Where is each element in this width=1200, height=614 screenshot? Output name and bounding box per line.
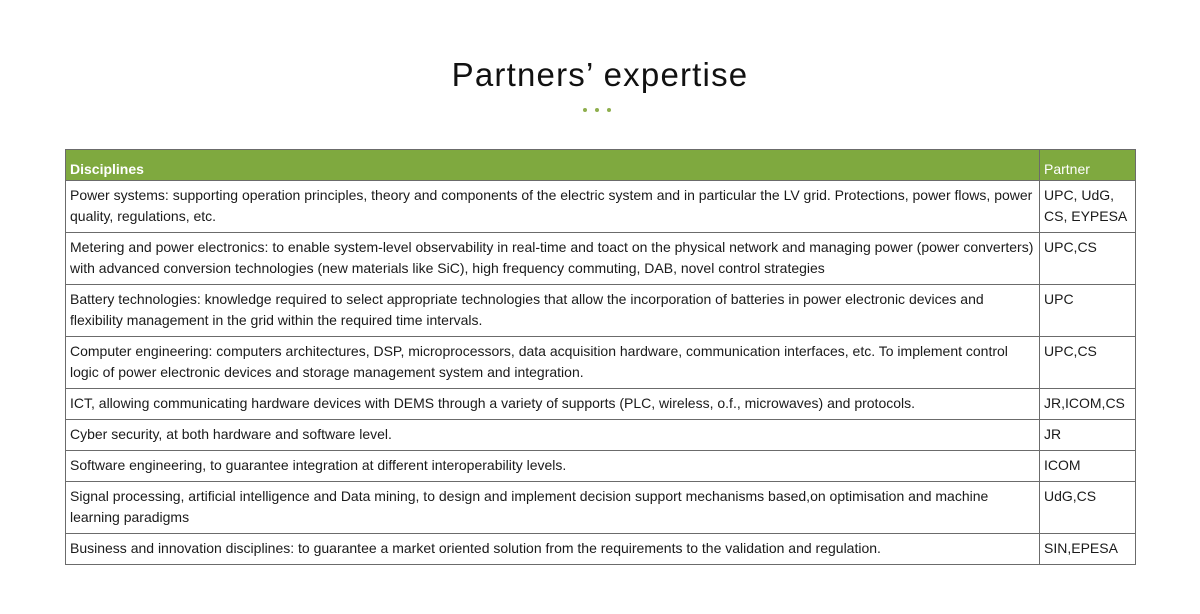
table-row xyxy=(66,285,1136,337)
discipline-cell: Power systems: supporting operation principles, theory and components of the electric system and in particular the LV grid. Protections, power flows, power quality, regulations, etc. xyxy=(66,181,1040,233)
discipline-cell: Battery technologies: knowledge required to select appropriate technologies that allow the incorporation of batteries in power electronic devices and flexibility management in the grid within the required time intervals. xyxy=(66,285,1040,337)
discipline-cell: Signal processing, artificial intelligence and Data mining, to design and implement decision support mechanisms based,on optimisation and machine learning paradigms xyxy=(66,482,1040,534)
header-partner: Partner xyxy=(1040,150,1136,181)
decoration-dot xyxy=(607,108,611,112)
partner-cell: UPC,CS xyxy=(1040,337,1136,389)
partner-cell: UPC xyxy=(1040,285,1136,337)
partner-cell: UPC, UdG, CS, EYPESA xyxy=(1040,181,1136,233)
table-row xyxy=(66,482,1136,534)
page-title: Partners’ expertise xyxy=(451,56,749,93)
discipline-cell: ICT, allowing communicating hardware devices with DEMS through a variety of supports (PLC, wireless, o.f., microwaves) and protocols. xyxy=(66,389,1040,420)
decoration-dot xyxy=(595,108,599,112)
expertise-table xyxy=(65,149,1136,565)
table-row xyxy=(66,420,1136,451)
partner-cell: ICOM xyxy=(1040,451,1136,482)
title-decoration-dots xyxy=(583,108,611,112)
discipline-cell: Software engineering, to guarantee integration at different interoperability levels. xyxy=(66,451,1040,482)
partner-cell: UdG,CS xyxy=(1040,482,1136,534)
table-row xyxy=(66,451,1136,482)
table-row xyxy=(66,389,1136,420)
partner-cell: JR,ICOM,CS xyxy=(1040,389,1136,420)
table-row xyxy=(66,181,1136,233)
table-row xyxy=(66,534,1136,565)
table-row xyxy=(66,337,1136,389)
decoration-dot xyxy=(583,108,587,112)
partner-cell: SIN,EPESA xyxy=(1040,534,1136,565)
discipline-cell: Cyber security, at both hardware and software level. xyxy=(66,420,1040,451)
discipline-cell: Business and innovation disciplines: to guarantee a market oriented solution from the requirements to the validation and regulation. xyxy=(66,534,1040,565)
discipline-cell: Metering and power electronics: to enable system-level observability in real-time and toact on the physical network and managing power (power converters) with advanced conversion technologies (new materials like SiC), high frequency commuting, DAB, novel control strategies xyxy=(66,233,1040,285)
partner-cell: UPC,CS xyxy=(1040,233,1136,285)
table-header-row xyxy=(66,150,1136,181)
table-row xyxy=(66,233,1136,285)
discipline-cell: Computer engineering: computers architectures, DSP, microprocessors, data acquisition hardware, communication interfaces, etc. To implement control logic of power electronic devices and storage management system and integration. xyxy=(66,337,1040,389)
partner-cell: JR xyxy=(1040,420,1136,451)
header-disciplines: Disciplines xyxy=(66,150,1040,181)
